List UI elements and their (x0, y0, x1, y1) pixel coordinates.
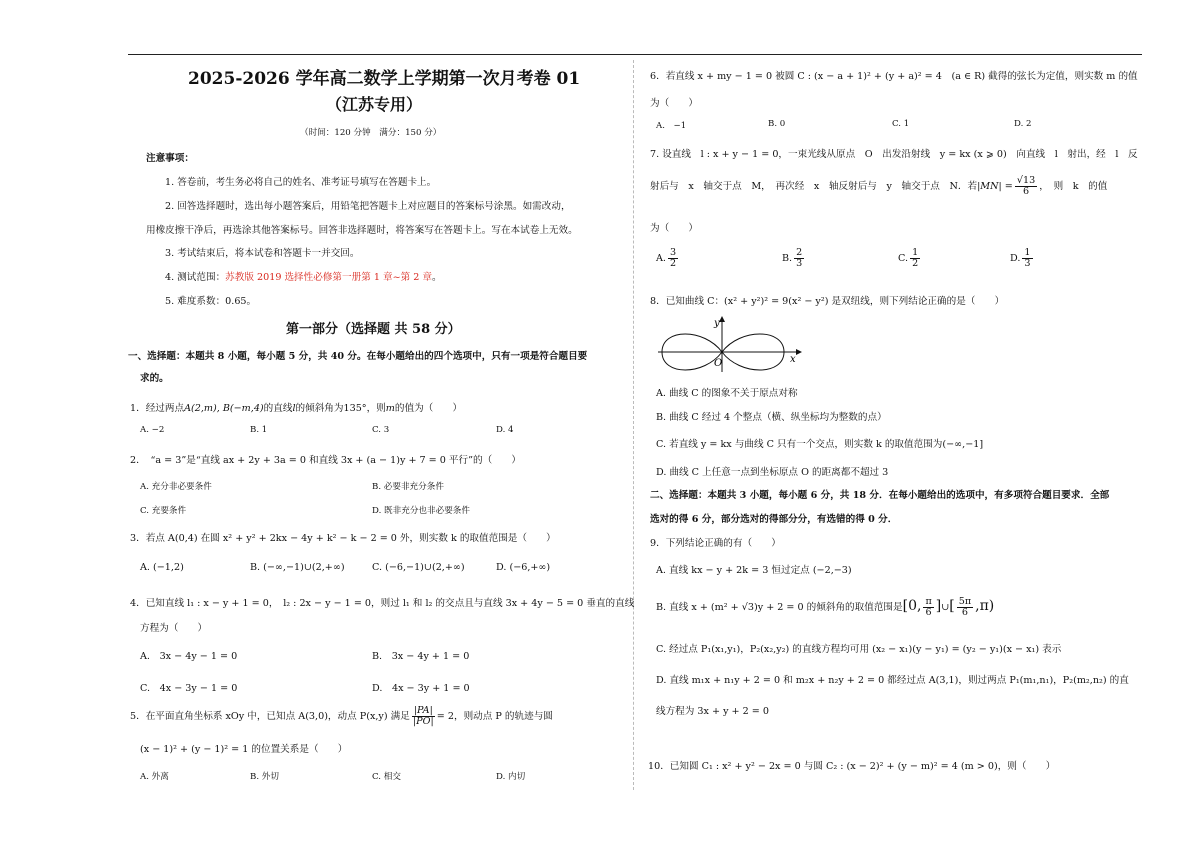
option-a[interactable]: A. 外离 (140, 772, 169, 782)
question-1: 1．经过两点A(2,m), B(−m,4)的直线l的倾斜角为135°，则m的值为（ ） (130, 403, 463, 414)
option-d[interactable]: D. $\frac{1}{3}$ (1010, 247, 1031, 270)
option-c[interactable]: C. 相交 (372, 772, 401, 782)
fraction: $\frac{|PA|}{|PO|}$ (412, 705, 434, 728)
option-a[interactable]: A. −2 (140, 425, 165, 435)
question-7-cont: 为（ ） (650, 223, 698, 234)
column-divider (633, 60, 635, 790)
part1-title: 第一部分（选择题 共 58 分） (286, 322, 461, 337)
option-c[interactable]: C. 充要条件 (140, 506, 187, 516)
section1-instruction: 求的。 (140, 373, 169, 384)
option-b[interactable]: B. $\frac{2}{3}$ (782, 247, 803, 270)
option-c[interactable]: C. (−6,−1)∪(2,+∞) (372, 562, 465, 573)
option-a[interactable]: A. (−1,2) (140, 562, 184, 573)
option-c[interactable]: C. 1 (892, 119, 910, 129)
option-a[interactable]: A. $\frac{3}{2}$ (656, 247, 677, 270)
y-axis-arrow (719, 316, 725, 322)
question-7-cont: 射后与 x 轴交于点 M， 再次经 x 轴反射后与 y 轴交于点 N．若|MN| = $\frac{√13}{6}$ ， 则 k 的值 (650, 175, 1108, 198)
question-9: 9．下列结论正确的有（ ） (650, 538, 781, 549)
question-8: 8．已知曲线 C：(x² + y²)² = 9(x² − y²) 是双纽线，则下列结论正确的是（ ） (650, 296, 1005, 307)
question-5-cont: (x − 1)² + (y − 1)² = 1 的位置关系是（ ） (140, 744, 348, 755)
option-d[interactable]: D. 4x − 3y + 1 = 0 (372, 683, 470, 694)
note-item: 5. 难度系数：0.65。 (165, 296, 257, 307)
option-d[interactable]: D. 既非充分也非必要条件 (372, 506, 470, 516)
x-axis-arrow (796, 349, 802, 355)
option-d-cont: 线方程为 3x + y + 2 = 0 (656, 706, 769, 717)
fraction: $\frac{√13}{6}$ (1016, 175, 1036, 198)
section1-instruction: 一、选择题：本题共 8 小题，每小题 5 分，共 40 分。在每小题给出的四个选项中，只有一项是符合题目要 (128, 351, 588, 362)
option-d[interactable]: D. 4 (496, 425, 514, 435)
note-item: 3. 考试结束后，将本试卷和答题卡一并交回。 (165, 248, 360, 259)
option-b[interactable]: B. 1 (250, 425, 268, 435)
note-item: 1. 答卷前，考生务必将自己的姓名、准考证号填写在答题卡上。 (165, 177, 437, 188)
option-a[interactable]: A. −1 (656, 121, 687, 131)
option-b[interactable]: B. 3x − 4y + 1 = 0 (372, 651, 470, 662)
option-c[interactable]: C. $\frac{1}{2}$ (898, 247, 919, 270)
option-c[interactable]: C. 3 (372, 425, 390, 435)
option-a[interactable]: A. 3x − 4y − 1 = 0 (140, 651, 238, 662)
scope-end: 。 (432, 272, 442, 283)
option-b[interactable]: B. 直线 x + (m² + √3)y + 2 = 0 的倾斜角的取值范围是[0, $\frac{\pi}{6}$ ]∪[ $\frac{5\pi}{6}$ ,π) (656, 596, 995, 619)
option-d[interactable]: D. (−6,+∞) (496, 562, 551, 573)
note-item: 用橡皮擦干净后，再选涂其他答案标号。回答非选择题时，将答案写在答题卡上。写在本试卷上无效。 (146, 225, 578, 236)
option-b[interactable]: B. 外切 (250, 772, 279, 782)
option-d[interactable]: D. 直线 m₁x + n₁y + 2 = 0 和 m₂x + n₂y + 2 = 0 都经过点 A(3,1)，则过两点 P₁(m₁,n₁)，P₂(m₂,n₂) 的直 (656, 675, 1129, 686)
exam-time-score: （时间：120 分钟 满分：150 分） (300, 128, 442, 138)
question-4: 4．已知直线 l₁ : x − y + 1 = 0， l₂ : 2x − y − 1 = 0，则过 l₁ 和 l₂ 的交点且与直线 3x + 4y − 5 = 0 垂直的直线 (130, 598, 635, 609)
option-a[interactable]: A. 充分非必要条件 (140, 482, 212, 492)
question-7: 7. 设直线 l : x + y − 1 = 0，一束光线从原点 O 出发沿射线 y = kx (x ⩾ 0) 向直线 l 射出，经 l 反 (650, 149, 1138, 160)
section2-instruction: 二、选择题：本题共 3 小题，每小题 6 分，共 18 分．在每小题给出的选项中，有多项符合题目要求．全部 (650, 490, 1110, 501)
note-item-scope (165, 269, 442, 283)
option-b[interactable]: B. 曲线 C 经过 4 个整点（横、纵坐标均为整数的点） (656, 412, 887, 423)
origin-label: O (714, 358, 723, 369)
question-5: 5．在平面直角坐标系 xOy 中，已知点 A(3,0)，动点 P(x,y) 满足 $\frac{|PA|}{|PO|}$ = 2，则动点 P 的轨迹与圆 (130, 705, 553, 728)
option-c[interactable]: C. 经过点 P₁(x₁,y₁)，P₂(x₂,y₂) 的直线方程均可用 (x₂ − x₁)(y − y₁) = (y₂ − y₁)(x − x₁) 表示 (656, 644, 1062, 655)
option-b[interactable]: B. 必要非充分条件 (372, 482, 444, 492)
option-c[interactable]: C. 若直线 y = kx 与曲线 C 只有一个交点，则实数 k 的取值范围为(−∞,−1] (656, 439, 984, 450)
question-4-cont: 方程为（ ） (140, 623, 208, 634)
question-6-cont: 为（ ） (650, 98, 698, 109)
option-a[interactable]: A. 直线 kx − y + 2k = 3 恒过定点 (−2,−3) (656, 565, 852, 576)
scope-range: 苏教版 2019 选择性必修第一册第 1 章~第 2 章 (225, 272, 433, 283)
question-2: 2． “a = 3”是“直线 ax + 2y + 3a = 0 和直线 3x + (a − 1)y + 7 = 0 平行”的（ ） (130, 455, 521, 466)
notes-heading: 注意事项： (146, 153, 194, 164)
scope-label: 4. 测试范围： (165, 272, 226, 283)
section2-instruction: 选对的得 6 分，部分选对的得部分分，有选错的得 0 分． (650, 514, 898, 525)
exam-subtitle: （江苏专用） (326, 95, 423, 114)
option-a[interactable]: A. 曲线 C 的图象不关于原点对称 (656, 388, 798, 399)
option-b[interactable]: B. 0 (768, 119, 786, 129)
lemniscate-graph (656, 314, 802, 374)
question-10: 10．已知圆 C₁ : x² + y² − 2x = 0 与圆 C₂ : (x − 2)² + (y − m)² = 4 (m > 0)，则（ ） (648, 761, 1056, 772)
x-axis-label: x (790, 354, 796, 365)
y-axis-label: y (714, 318, 720, 329)
note-item: 2. 回答选择题时，选出每小题答案后，用铅笔把答题卡上对应题目的答案标号涂黑。如需改动， (165, 201, 571, 212)
option-d[interactable]: D. 曲线 C 上任意一点到坐标原点 O 的距离都不超过 3 (656, 467, 889, 478)
question-3: 3．若点 A(0,4) 在圆 x² + y² + 2kx − 4y + k² − k − 2 = 0 外，则实数 k 的取值范围是（ ） (130, 533, 556, 544)
exam-title: 2025-2026 学年高二数学上学期第一次月考卷 01 (188, 69, 581, 89)
option-d[interactable]: D. 2 (1014, 119, 1032, 129)
option-b[interactable]: B. (−∞,−1)∪(2,+∞) (250, 562, 345, 573)
header-rule (128, 54, 1142, 55)
option-d[interactable]: D. 内切 (496, 772, 526, 782)
question-6: 6．若直线 x + my − 1 = 0 被圆 C : (x − a + 1)² + (y + a)² = 4 (a ∈ R) 截得的弦长为定值，则实数 m 的值 (650, 71, 1138, 82)
option-c[interactable]: C. 4x − 3y − 1 = 0 (140, 683, 238, 694)
